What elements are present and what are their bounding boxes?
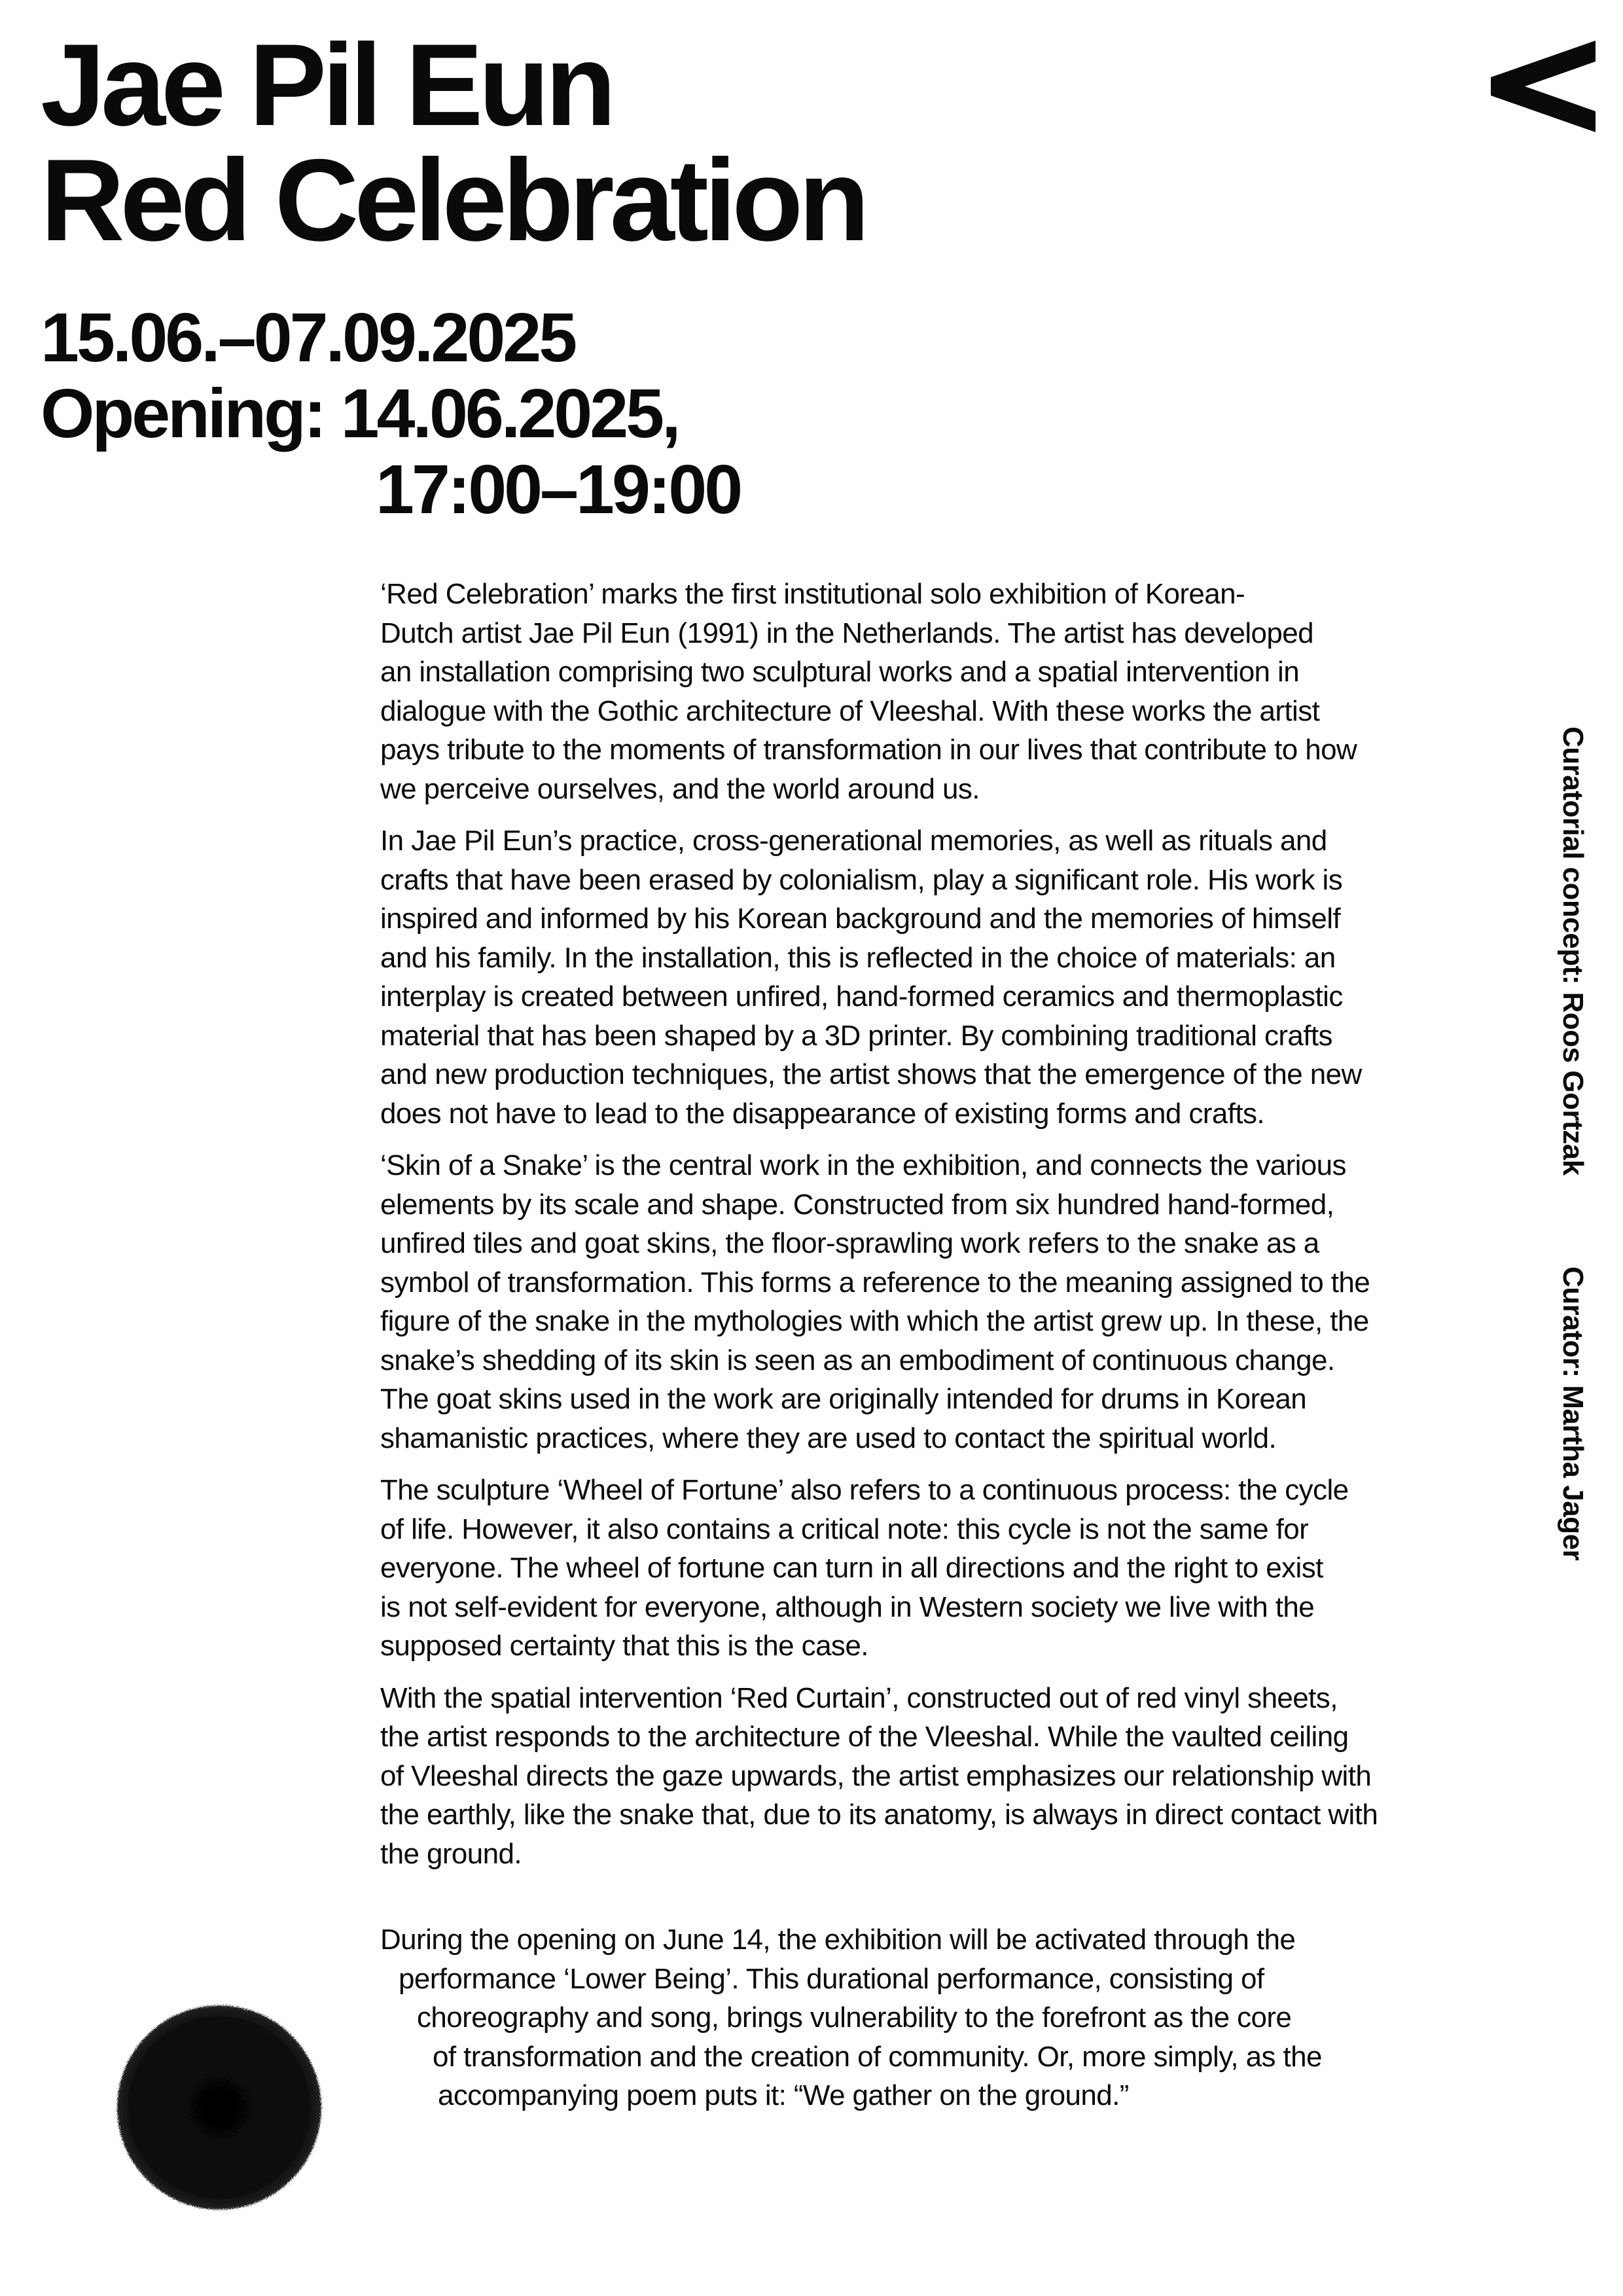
- text-line: interplay is created between unfired, hand-formed ceramics and thermoplastic: [380, 980, 1343, 1013]
- text-line: symbol of transformation. This forms a reference to the meaning assigned to the: [380, 1266, 1370, 1299]
- text-line: material that has been shaped by a 3D printer. By combining traditional crafts: [380, 1019, 1332, 1052]
- text-line: everyone. The wheel of fortune can turn in all directions and the right to exist: [380, 1552, 1323, 1584]
- body-text: [380, 575, 1493, 1886]
- paragraph-opening-performance: [380, 1920, 1322, 2115]
- text-line: The sculpture ‘Wheel of Fortune’ also refers to a continuous process: the cycle: [380, 1474, 1349, 1506]
- text-line: The goat skins used in the work are originally intended for drums in Korean: [380, 1383, 1307, 1415]
- text-line: snake’s shedding of its skin is seen as an embodiment of continuous change.: [380, 1344, 1335, 1376]
- text-line: inspired and informed by his Korean background and the memories of himself: [380, 903, 1341, 935]
- opening-time: 17:00–19:00: [376, 451, 741, 528]
- text-line: During the opening on June 14, the exhibition will be activated through the: [380, 1924, 1296, 1956]
- date-range: 15.06.–07.09.2025: [41, 299, 575, 376]
- text-line: dialogue with the Gothic architecture of Vleeshal. With these works the artist: [380, 694, 1320, 727]
- curatorial-concept-credit: Curatorial concept: Roos Gortzak: [1557, 726, 1589, 1175]
- paragraph-skin-of-a-snake: [380, 1146, 1493, 1458]
- text-line: and his family. In the installation, this is reflected in the choice of materials: an: [380, 941, 1336, 974]
- text-line: With the spatial intervention ‘Red Curtain’, constructed out of red vinyl sheets,: [380, 1681, 1338, 1714]
- paragraph-wheel-of-fortune: [380, 1471, 1493, 1666]
- text-line: pays tribute to the moments of transformation in our lives that contribute to how: [380, 734, 1357, 766]
- text-line: and new production techniques, the artist shows that the emergence of the new: [380, 1058, 1362, 1090]
- text-line: we perceive ourselves, and the world around us.: [380, 772, 980, 805]
- text-line: unfired tiles and goat skins, the floor-sprawling work refers to the snake as a: [380, 1227, 1319, 1259]
- text-line: of transformation and the creation of community. Or, more simply, as the: [433, 2040, 1322, 2073]
- text-line: of Vleeshal directs the gaze upwards, the artist emphasizes our relationship with: [380, 1759, 1372, 1792]
- text-line: ‘Skin of a Snake’ is the central work in the exhibition, and connects the various: [380, 1149, 1346, 1181]
- text-line: does not have to lead to the disappearance of existing forms and crafts.: [380, 1097, 1264, 1130]
- exhibition-title: Red Celebration: [41, 135, 865, 265]
- paragraph-practice: [380, 821, 1493, 1133]
- black-circle-icon: [111, 2000, 327, 2215]
- text-line: crafts that have been erased by colonialism, play a significant role. His work is: [380, 863, 1343, 896]
- text-line: elements by its scale and shape. Constructed from six hundred hand-formed,: [380, 1188, 1334, 1221]
- text-line: the artist responds to the architecture of the Vleeshal. While the vaulted ceiling: [380, 1721, 1349, 1753]
- opening-row: [41, 376, 740, 452]
- paragraph-intro: [380, 575, 1493, 808]
- paragraph-red-curtain: [380, 1679, 1493, 1874]
- text-line: of life. However, it also contains a critical note: this cycle is not the same for: [380, 1513, 1309, 1545]
- opening-label: Opening:: [41, 375, 325, 452]
- text-line: choreography and song, brings vulnerability to the forefront as the core: [417, 2001, 1292, 2034]
- artist-name: Jae Pil Eun: [41, 20, 612, 150]
- poster-title: [41, 20, 865, 265]
- text-line: the ground.: [380, 1837, 522, 1870]
- chevron-left-icon: [1491, 41, 1596, 132]
- text-line: figure of the snake in the mythologies with which the artist grew up. In these, the: [380, 1305, 1369, 1337]
- text-line: performance ‘Lower Being’. This durational performance, consisting of: [399, 1962, 1264, 1995]
- opening-date: 14.06.2025,: [340, 375, 679, 452]
- text-line: ‘Red Celebration’ marks the first institutional solo exhibition of Korean-: [380, 578, 1245, 610]
- text-line: the earthly, like the snake that, due to its anatomy, is always in direct contact with: [380, 1799, 1378, 1831]
- text-line: In Jae Pil Eun’s practice, cross-generational memories, as well as rituals and: [380, 825, 1327, 857]
- text-line: an installation comprising two sculptural works and a spatial intervention in: [380, 656, 1300, 688]
- text-line: shamanistic practices, where they are used to contact the spiritual world.: [380, 1422, 1277, 1454]
- curator-credit: Curator: Martha Jager: [1557, 1266, 1589, 1561]
- text-line: is not self-evident for everyone, although in Western society we live with the: [380, 1590, 1315, 1623]
- text-line: Dutch artist Jae Pil Eun (1991) in the Netherlands. The artist has developed: [380, 617, 1313, 649]
- exhibition-dates: [41, 300, 740, 528]
- text-line: supposed certainty that this is the case.: [380, 1630, 868, 1662]
- text-line: accompanying poem puts it: “We gather on the ground.”: [438, 2079, 1129, 2111]
